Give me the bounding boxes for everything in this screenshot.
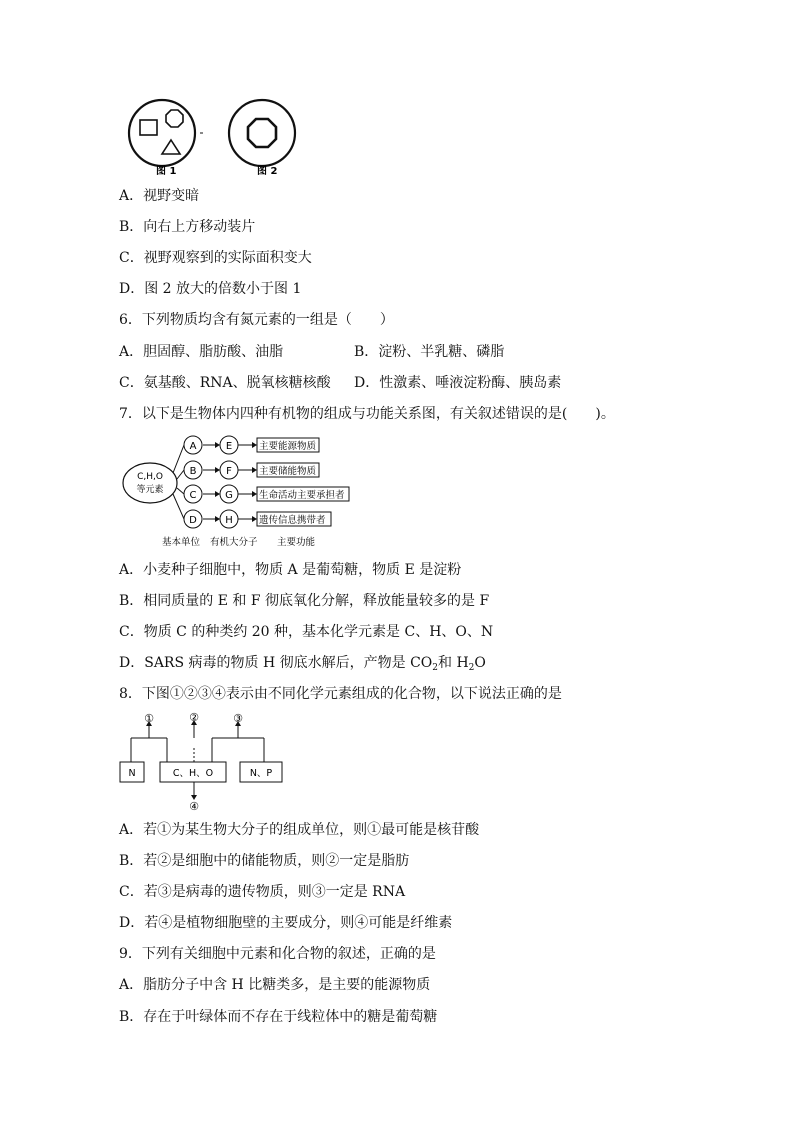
figure-1-label: 图 1 xyxy=(156,166,177,177)
q9-option-a: A．脂肪分子中含 H 比糖类多，是主要的能源物质 xyxy=(119,977,431,993)
q6-stem: 6．下列物质均含有氮元素的一组是（ ） xyxy=(119,312,394,328)
marker-2: ② xyxy=(189,712,199,724)
q5-option-a: A．视野变暗 xyxy=(119,188,200,204)
element-source-line1: C,H,O xyxy=(137,472,163,482)
q6-option-d: D．性激素、唾液淀粉酶、胰岛素 xyxy=(354,375,562,391)
unit-b-label: B xyxy=(189,466,197,477)
marker-1: ① xyxy=(144,712,154,725)
function-label-3: 生命活动主要承担者 xyxy=(259,490,345,501)
triangle-shape xyxy=(162,140,180,154)
q8-option-c: C．若③是病毒的遗传物质，则③一定是 RNA xyxy=(119,884,406,900)
figure-2-label: 图 2 xyxy=(257,166,278,177)
function-label-1: 主要能源物质 xyxy=(259,441,317,452)
marker-4: ④ xyxy=(189,800,199,812)
q6-option-a: A．胆固醇、脂肪酸、油脂 xyxy=(119,344,284,360)
macro-h-label: H xyxy=(225,515,233,526)
octagon-shape-large xyxy=(248,119,276,147)
function-label-2: 主要储能物质 xyxy=(259,466,317,477)
unit-d-label: D xyxy=(189,515,197,526)
q5-option-d: D．图 2 放大的倍数小于图 1 xyxy=(119,281,302,297)
q5-option-b: B．向右上方移动装片 xyxy=(119,219,256,235)
octagon-shape-small xyxy=(166,110,183,127)
q8-option-b: B．若②是细胞中的储能物质，则②一定是脂肪 xyxy=(119,853,410,869)
q7-stem: 7．以下是生物体内四种有机物的组成与功能关系图，有关叙述错误的是( )。 xyxy=(119,406,615,422)
field-circle-2 xyxy=(229,100,295,166)
element-compound-diagram xyxy=(118,712,288,812)
macro-e-label: E xyxy=(225,441,233,452)
q8-option-d: D．若④是植物细胞壁的主要成分，则④可能是纤维素 xyxy=(119,915,453,931)
q6-option-b: B．淀粉、半乳糖、磷脂 xyxy=(354,344,505,360)
q7-option-d: D．SARS 病毒的物质 H 彻底水解后，产物是 $CO_2$和 $H_2O$ xyxy=(119,655,486,673)
unit-a-label: A xyxy=(189,441,197,452)
field-circle-1 xyxy=(129,100,195,166)
q7-option-b: B．相同质量的 E 和 F 彻底氧化分解，释放能量较多的是 F xyxy=(119,593,490,609)
element-box-n-label: N xyxy=(128,768,136,779)
macro-g-label: G xyxy=(225,490,233,501)
q7-option-a: A．小麦种子细胞中，物质 A 是葡萄糖，物质 E 是淀粉 xyxy=(119,562,462,578)
q6-option-c: C．氨基酸、RNA、脱氧核糖核酸 xyxy=(119,375,331,391)
q9-option-b: B．存在于叶绿体而不存在于线粒体中的糖是葡萄糖 xyxy=(119,1009,438,1025)
column-label-functions: 主要功能 xyxy=(277,537,316,548)
q7-option-c: C．物质 C 的种类约 20 种，基本化学元素是 C、H、O、N xyxy=(119,624,494,640)
column-label-units: 基本单位 xyxy=(162,537,201,548)
marker-3: ③ xyxy=(233,712,243,725)
microscope-figure xyxy=(120,96,310,178)
organic-compound-diagram xyxy=(118,432,358,552)
unit-c-label: C xyxy=(189,490,197,501)
square-shape xyxy=(140,120,157,135)
element-box-np-label: N、P xyxy=(249,768,273,779)
q8-option-a: A．若①为某生物大分子的组成单位，则①最可能是核苷酸 xyxy=(119,822,480,838)
column-label-macros: 有机大分子 xyxy=(210,537,258,548)
q9-stem: 9．下列有关细胞中元素和化合物的叙述，正确的是 xyxy=(119,946,436,962)
q5-option-c: C．视野观察到的实际面积变大 xyxy=(119,250,312,266)
element-box-cho-label: C、H、O xyxy=(172,768,214,779)
function-label-4: 遗传信息携带者 xyxy=(259,515,326,526)
macro-f-label: F xyxy=(226,466,232,477)
q8-stem: 8．下图①②③④表示由不同化学元素组成的化合物，以下说法正确的是 xyxy=(119,686,562,702)
element-source-ellipse xyxy=(123,463,177,503)
element-source-line2: 等元素 xyxy=(136,485,164,495)
